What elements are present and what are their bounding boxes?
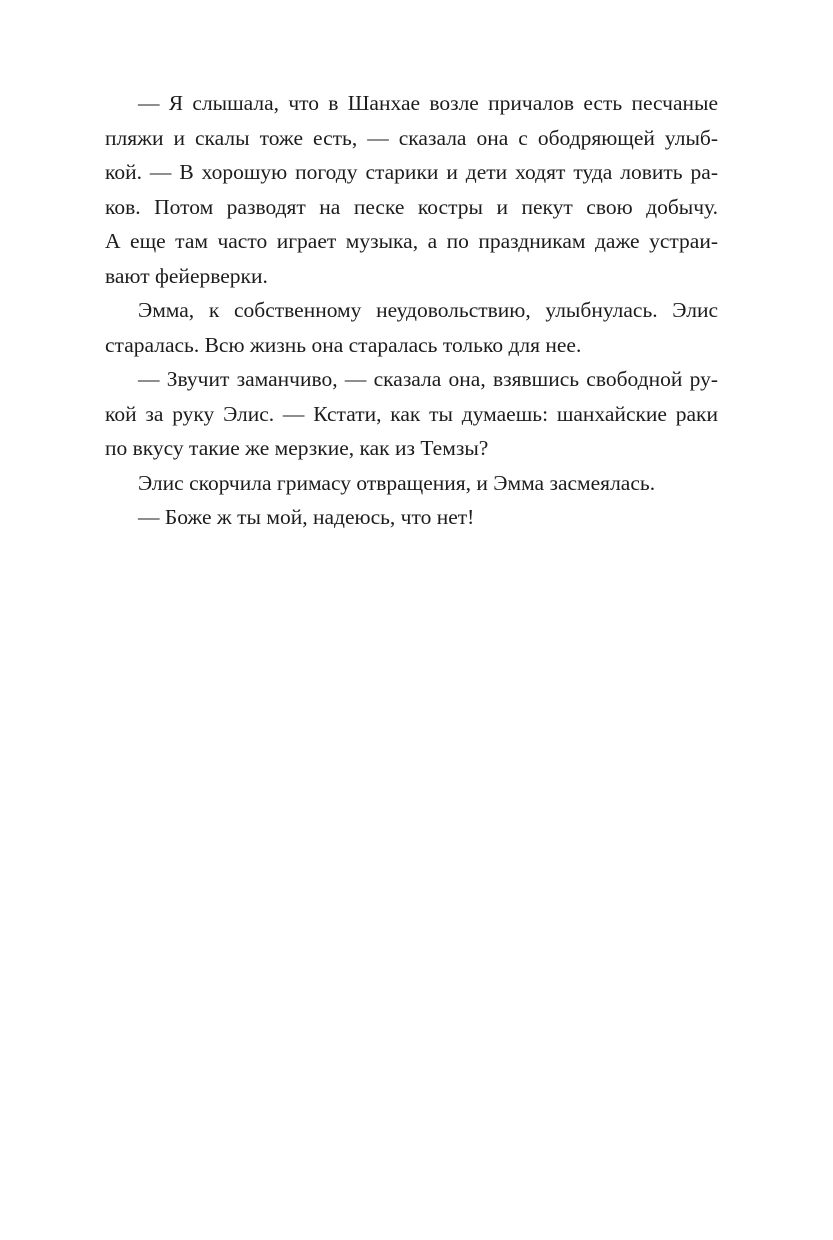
text-line: — Боже ж ты мой, надеюсь, что нет!	[138, 505, 475, 529]
text-line: по вкусу такие же мерзкие, как из Темзы?	[105, 436, 489, 460]
text-line: старалась. Всю жизнь она старалась только для нее.	[105, 332, 582, 357]
text-line: А еще там часто играет музыка, а по праздникам даже устраи-	[105, 229, 718, 253]
text-line: Эмма, к собственному неудовольствию, улыбнулась. Элис	[138, 298, 718, 322]
text-line: — Звучит заманчиво, — сказала она, взявшись свободной ру-	[138, 367, 718, 391]
text-line: вают фейерверки.	[105, 263, 268, 288]
text-line: ков. Потом разводят на песке костры и пекут свою добычу.	[105, 194, 718, 219]
text-line: кой. — В хорошую погоду старики и дети ходят туда ловить ра-	[105, 160, 718, 184]
page-text-block	[105, 86, 718, 535]
text-line: пляжи и скалы тоже есть, — сказала она с ободряющей улыб-	[105, 125, 718, 150]
text-line: — Я слышала, что в Шанхае возле причалов есть песчаные	[138, 91, 718, 115]
text-line: кой за руку Элис. — Кстати, как ты думаешь: шанхайские раки	[105, 401, 718, 426]
text-line: Элис скорчила гримасу отвращения, и Эмма засмеялась.	[138, 470, 656, 495]
